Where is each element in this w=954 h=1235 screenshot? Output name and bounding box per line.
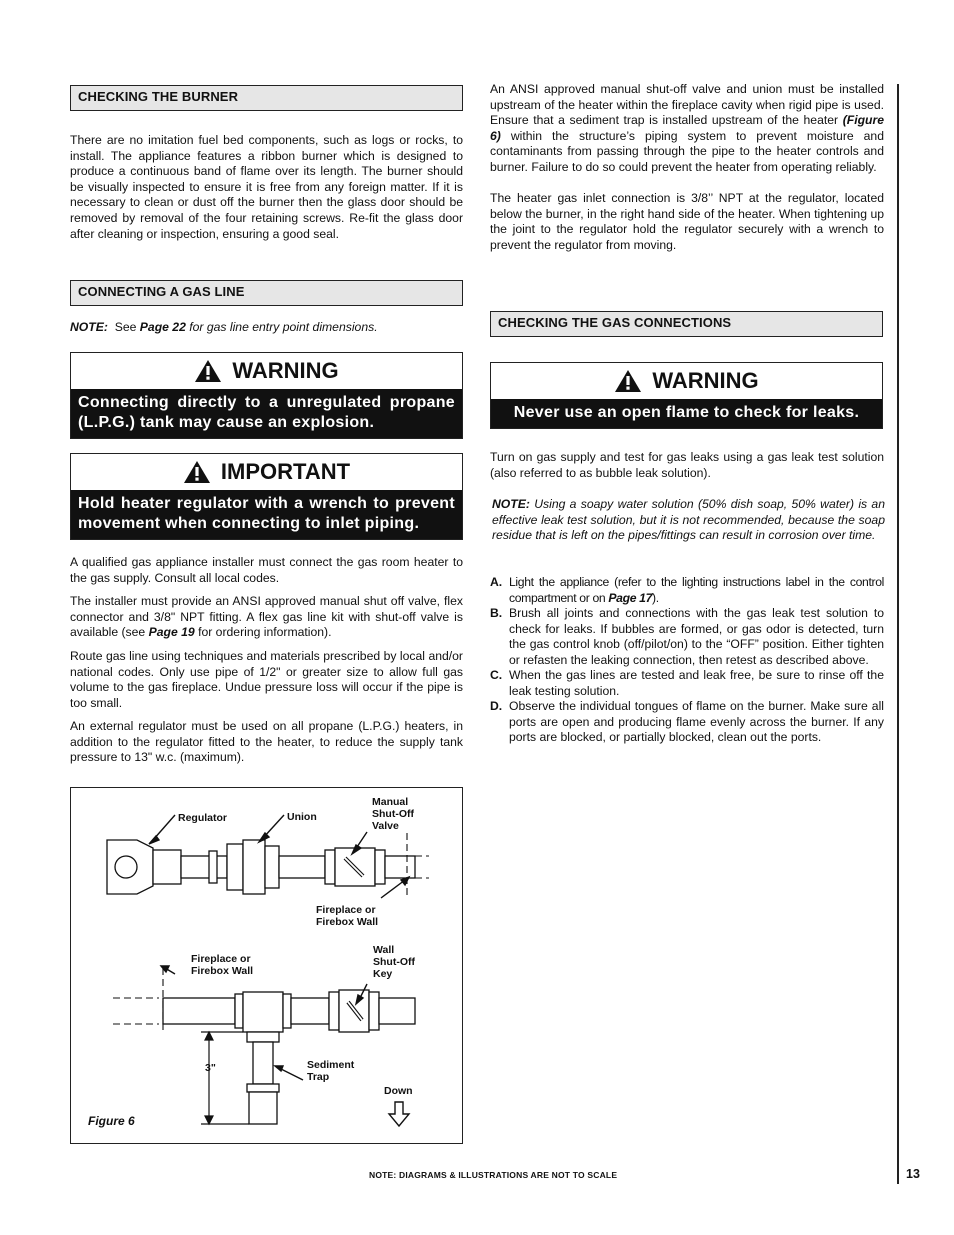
right-para1-a: An ANSI approved manual shut-off valve and union must be installed upstream of the heater within the fireplace cavity when rigid pipe is used. Ensure that a sediment trap is installed upstream of the heater bbox=[490, 82, 884, 128]
note-rest: for gas line entry point dimensions. bbox=[189, 320, 378, 334]
trap-pipe bbox=[253, 1042, 273, 1084]
para2-text-a: The installer must provide an ANSI approved manual shut off valve, flex connector and 3/8" NPT fitting. A flex gas line kit with shut-off valve is available (see bbox=[70, 594, 463, 640]
tee-collar-left bbox=[235, 994, 243, 1028]
bottom-pipe-3 bbox=[379, 998, 415, 1024]
down-arrow-icon bbox=[389, 1102, 409, 1126]
step-b-text: Brush all joints and connections with the gas leak test solution to check for leaks. If bubbles are formed, or gas odor is detected, turn the gas control knob (off/pilot/on) to the “OFF” position. Either tighten or refasten the leaking connection, then retest as described above. bbox=[509, 606, 884, 667]
label-fireplace-wall-bottom: Fireplace or Firebox Wall bbox=[191, 953, 254, 977]
footer-scale-note: NOTE: DIAGRAMS & ILLUSTRATIONS ARE NOT TO SCALE bbox=[369, 1170, 618, 1180]
trap-cap bbox=[249, 1092, 277, 1124]
right-para-3: Turn on gas supply and test for gas leaks using a gas leak test solution (also referred to as bubble leak solution). bbox=[490, 450, 884, 480]
bottom-pipe-1 bbox=[163, 998, 235, 1024]
pipe-collar-2 bbox=[325, 850, 335, 884]
warning-triangle-icon bbox=[183, 460, 211, 484]
warning-box-propane bbox=[70, 352, 463, 439]
label-union: Union bbox=[287, 811, 317, 823]
label-3-inch: 3" bbox=[205, 1062, 216, 1074]
warning-title-right bbox=[491, 363, 882, 399]
pipe-collar-4 bbox=[329, 992, 339, 1030]
pipe-collar-1 bbox=[209, 851, 217, 883]
gas-line-para-3: Route gas line using techniques and materials prescribed by local and/or national codes. Only use pipe of 1/2" or greater size to allow full gas volume to the gas fireplace. Undue pressure loss will occur if the pipe is too small. bbox=[70, 649, 463, 710]
right-note bbox=[492, 497, 885, 544]
step-a bbox=[490, 575, 884, 607]
pipe-collar-5 bbox=[369, 992, 379, 1030]
warning-title bbox=[71, 353, 462, 389]
gas-line-note bbox=[70, 320, 463, 336]
right-note-text: Using a soapy water solution (50% dish soap, 50% water) is an effective leak test solution, but it is not recommended, because the soap residue that is left on the pipes/fittings can result in corrosion over time. bbox=[492, 497, 885, 543]
tee-down-collar bbox=[247, 1032, 279, 1042]
step-c-label: C. bbox=[490, 668, 503, 682]
step-b-label: B. bbox=[490, 606, 503, 620]
tee-collar-right bbox=[283, 994, 291, 1028]
burner-paragraph: There are no imitation fuel bed components, such as logs or rocks, to install. The appliance features a ribbon burner which is designed to produce a continuous band of flame over its length. The burner should be visually inspected to ensure it is free from any foreign matter. If it is necessary to clean or dust off the burner then the glass door should be removed by removal of the four retaining screws. Re-fit the glass door after cleaning or inspection, ensuring a good seal. bbox=[70, 133, 463, 241]
right-para-2: The heater gas inlet connection is 3/8’’ NPT at the regulator, located below the burner, in the right hand side of the heater. When tightening up the joint to the regulator hold the regulator securely with a wrench to prevent the regulator from moving. bbox=[490, 191, 884, 252]
step-d-text: Observe the individual tongues of flame on the burner. Make sure all ports are open and producing flame evenly across the burner. If any ports are blocked, or partially blocked, clean out the ports. bbox=[509, 699, 884, 745]
section-heading-checking-gas: CHECKING THE GAS CONNECTIONS bbox=[490, 311, 883, 337]
warning-box-open-flame bbox=[490, 362, 883, 429]
regulator-port bbox=[115, 856, 137, 878]
figure-caption: Figure 6 bbox=[88, 1114, 135, 1128]
note-see: See bbox=[114, 320, 137, 334]
gas-line-para-2 bbox=[70, 594, 463, 641]
figure-6-diagram bbox=[70, 787, 463, 1144]
label-regulator: Regulator bbox=[178, 812, 228, 824]
label-wall-shutoff-key: Wall Shut-Off Key bbox=[373, 944, 415, 980]
note-page-link[interactable]: Page 22 bbox=[139, 320, 186, 334]
step-d-label: D. bbox=[490, 699, 503, 713]
gas-line-para-1: A qualified gas appliance installer must connect the gas room heater to the gas supply. Consult all local codes. bbox=[70, 555, 463, 585]
step-a-text: Light the appliance (refer to the lighting instructions label in the control compartment or on Page 17). bbox=[509, 575, 884, 605]
label-down: Down bbox=[384, 1085, 413, 1097]
warning-title-text: WARNING bbox=[232, 358, 339, 383]
step-b bbox=[490, 606, 884, 670]
top-pipe-3 bbox=[385, 856, 415, 878]
top-pipe-2 bbox=[279, 856, 325, 878]
para2-page-link[interactable]: Page 19 bbox=[148, 625, 195, 640]
label-manual-valve: Manual Shut-Off Valve bbox=[372, 796, 414, 832]
section-heading-gas-line: CONNECTING A GAS LINE bbox=[70, 280, 463, 306]
right-note-label: NOTE: bbox=[492, 497, 530, 511]
regulator-nut bbox=[153, 850, 181, 884]
warning-title-right-text: WARNING bbox=[652, 368, 759, 393]
warning-triangle-icon bbox=[194, 359, 222, 383]
pipe-collar-3 bbox=[375, 850, 385, 884]
warning-text-right: Never use an open flame to check for leaks. bbox=[491, 399, 882, 428]
important-box-regulator bbox=[70, 453, 463, 540]
warning-triangle-icon bbox=[614, 369, 642, 393]
step-c bbox=[490, 668, 884, 700]
step-a-label: A. bbox=[490, 575, 503, 589]
note-label: NOTE: bbox=[70, 320, 108, 334]
tee-body bbox=[243, 992, 283, 1032]
figure-6-link[interactable]: (Figure 6) bbox=[490, 113, 884, 143]
section-heading-checking-burner: CHECKING THE BURNER bbox=[70, 85, 463, 111]
right-para1-b: within the structure’s piping system to prevent moisture and contaminants from passing through the pipe to the heater controls and burner. Failure to do so could prevent the heater from operating reliably. bbox=[490, 128, 884, 174]
page-margin-rule bbox=[897, 84, 899, 1184]
page-number: 13 bbox=[906, 1167, 920, 1181]
gas-line-para-4: An external regulator must be used on all propane (L.P.G.) heaters, in addition to the regulator fitted to the heater, to reduce the supply tank pressure to 13" w.c. (maximum). bbox=[70, 719, 463, 765]
bottom-pipe-2 bbox=[291, 998, 329, 1024]
label-fireplace-wall-top: Fireplace or Firebox Wall bbox=[316, 904, 379, 928]
important-title bbox=[71, 454, 462, 490]
top-pipe-1 bbox=[181, 856, 227, 878]
union-body-2 bbox=[265, 846, 279, 888]
trap-collar bbox=[247, 1084, 279, 1092]
label-sediment-trap: Sediment Trap bbox=[307, 1059, 355, 1083]
right-para-1 bbox=[490, 82, 884, 176]
para2-text-b: for ordering information). bbox=[198, 625, 332, 640]
step-c-text: When the gas lines are tested and leak free, be sure to rinse off the leak testing solution. bbox=[509, 668, 884, 698]
step-a-page-link[interactable]: Page 17 bbox=[608, 590, 653, 605]
important-text: Hold heater regulator with a wrench to prevent movement when connecting to inlet piping. bbox=[71, 490, 462, 539]
union-nut bbox=[243, 840, 265, 894]
warning-text: Connecting directly to a unregulated propane (L.P.G.) tank may cause an explosion. bbox=[71, 389, 462, 438]
step-d bbox=[490, 699, 884, 747]
important-title-text: IMPORTANT bbox=[220, 459, 351, 484]
union-body bbox=[227, 844, 243, 890]
